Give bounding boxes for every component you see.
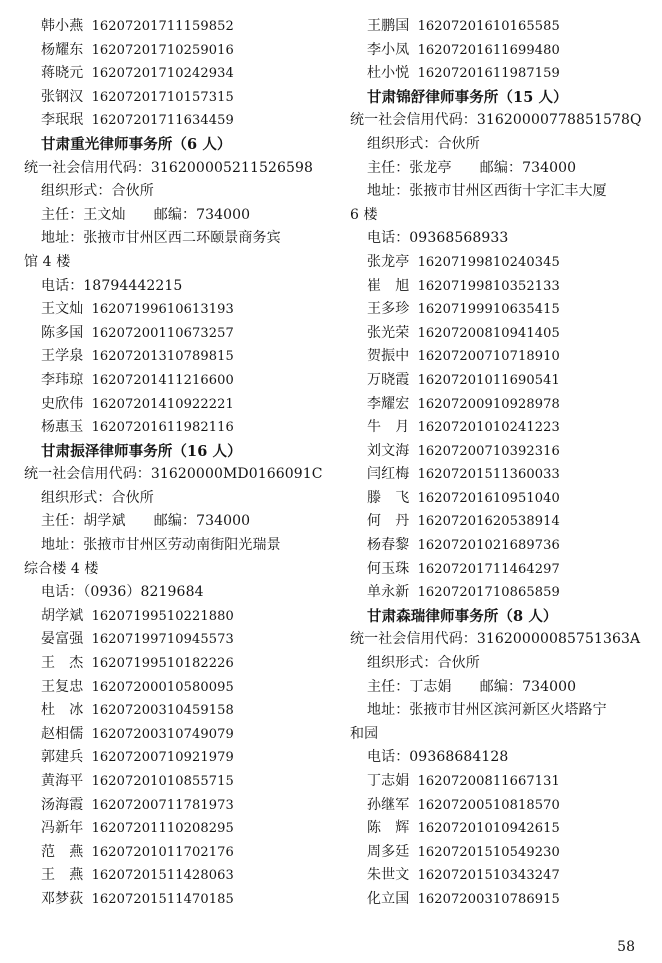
lawyer-name: 王 杰	[41, 655, 84, 672]
lawyer-name: 蒋晓元	[41, 65, 84, 82]
lawyer-entry	[350, 440, 642, 464]
lawyer-license-number: 16207199510182226	[91, 656, 234, 672]
lawyer-license-number: 16207201710157315	[91, 89, 234, 105]
lawyer-entry	[24, 39, 324, 63]
lawyer-license-number: 16207201711159852	[91, 19, 234, 34]
firm-info-line: 组织形式：合伙所	[367, 135, 480, 152]
lawyer-name: 王文灿	[41, 301, 84, 318]
firm-info-continuation: 统一社会信用代码：31620000778851578Q	[350, 112, 642, 129]
lawyer-name: 黄海平	[41, 773, 84, 789]
lawyer-name: 万晓霞	[367, 371, 410, 388]
lawyer-entry	[350, 770, 642, 794]
lawyer-entry	[24, 770, 324, 794]
lawyer-license-number: 16207201711464297	[417, 561, 560, 577]
lawyer-license-number: 16207199710945573	[91, 632, 234, 648]
lawyer-name: 牛 月	[367, 419, 410, 436]
lawyer-license-number: 16207201011702176	[91, 844, 234, 860]
lawyer-license-number: 16207201511470185	[91, 891, 234, 907]
firm-info-line: 主任：王文灿 邮编：734000	[41, 206, 251, 223]
lawyer-entry	[24, 888, 324, 912]
lawyer-name: 朱世文	[367, 867, 410, 884]
lawyer-entry	[24, 86, 324, 110]
lawyer-name: 史欣伟	[41, 395, 84, 412]
lawyer-license-number: 16207200310749079	[91, 726, 234, 742]
firm-info-continuation: 馆 4 楼	[24, 253, 71, 270]
lawyer-name: 滕 飞	[367, 489, 410, 506]
firm-info-continuation: 统一社会信用代码：31620000MD0166091C	[24, 466, 323, 483]
lawyer-entry	[350, 62, 642, 86]
lawyer-name: 陈 辉	[367, 820, 410, 837]
lawyer-entry	[350, 15, 642, 39]
lawyer-entry	[24, 416, 324, 440]
firm-info-line: 主任：丁志娟 邮编：734000	[367, 678, 577, 695]
lawyer-entry	[24, 628, 324, 652]
lawyer-license-number: 16207201021689736	[417, 538, 560, 554]
lawyer-entry	[24, 794, 324, 818]
lawyer-entry	[24, 652, 324, 676]
lawyer-license-number: 16207201510343247	[417, 868, 560, 884]
firm-info-continuation: 统一社会信用代码：316200005211526598	[24, 159, 314, 176]
lawyer-license-number: 16207201010241223	[417, 420, 560, 436]
lawyer-license-number: 16207200810941405	[417, 325, 560, 341]
lawyer-name: 李珉珉	[41, 112, 84, 129]
lawyer-license-number: 16207199610613193	[91, 302, 234, 318]
firm-info-continuation: 6 楼	[350, 206, 378, 223]
firm-info-line: 地址：张掖市甘州区滨河新区火塔路宁	[367, 702, 607, 719]
lawyer-name: 杨耀东	[41, 41, 84, 58]
lawyer-name: 化立国	[367, 890, 410, 907]
lawyer-license-number: 16207199810240345	[417, 254, 560, 270]
lawyer-entry	[24, 298, 324, 322]
lawyer-license-number: 16207201010942615	[417, 821, 560, 837]
lawyer-license-number: 16207201711634459	[91, 113, 234, 129]
lawyer-entry	[24, 864, 324, 888]
firm-info-line: 组织形式：合伙所	[41, 489, 154, 506]
lawyer-entry	[350, 817, 642, 841]
lawyer-entry	[350, 487, 642, 511]
lawyer-name: 周多廷	[367, 843, 410, 860]
lawyer-license-number: 16207201511360033	[417, 467, 560, 483]
lawyer-name: 胡学斌	[41, 607, 84, 624]
lawyer-entry	[350, 39, 642, 63]
firm-info-line: 地址：张掖市甘州区西二环颐景商务宾	[41, 230, 281, 247]
lawyer-name: 闫红梅	[367, 466, 410, 483]
lawyer-name: 郭建兵	[41, 749, 84, 766]
lawyer-entry	[350, 841, 642, 865]
lawyer-entry	[24, 841, 324, 865]
lawyer-name: 汤海霞	[41, 796, 84, 813]
lawyer-entry	[350, 369, 642, 393]
lawyer-name: 晏富强	[41, 631, 84, 648]
lawyer-entry	[350, 864, 642, 888]
lawyer-license-number: 16207200710392316	[417, 443, 560, 459]
lawyer-entry	[24, 699, 324, 723]
lawyer-license-number: 16207200510818570	[417, 797, 560, 813]
lawyer-name: 张光荣	[367, 324, 410, 341]
lawyer-entry	[350, 463, 642, 487]
right-column	[350, 15, 642, 912]
lawyer-entry	[350, 558, 642, 582]
lawyer-entry	[350, 416, 642, 440]
lawyer-name: 杨春黎	[367, 537, 410, 554]
lawyer-license-number: 16207199510221880	[91, 608, 234, 624]
lawyer-name: 孙继军	[367, 796, 410, 813]
lawyer-license-number: 16207200910928978	[417, 396, 560, 412]
lawyer-license-number: 16207201010855715	[91, 774, 234, 789]
lawyer-name: 何 丹	[367, 513, 410, 530]
lawyer-name: 单永新	[367, 584, 410, 601]
lawyer-name: 王 燕	[41, 867, 84, 884]
firm-info-continuation: 综合楼 4 楼	[24, 560, 99, 577]
lawyer-license-number: 16207201611699480	[417, 42, 560, 58]
lawyer-license-number: 16207200811667131	[417, 774, 560, 789]
firm-heading: 甘肃锦舒律师事务所（15 人）	[367, 88, 568, 106]
lawyer-name: 范 燕	[41, 843, 84, 860]
lawyer-entry	[24, 746, 324, 770]
lawyer-entry	[24, 723, 324, 747]
lawyer-name: 韩小燕	[41, 18, 84, 34]
lawyer-license-number: 16207200710921979	[91, 750, 234, 766]
lawyer-name: 杨惠玉	[41, 419, 84, 436]
lawyer-entry	[24, 817, 324, 841]
lawyer-license-number: 16207199810352133	[417, 278, 560, 294]
firm-info-line: 地址：张掖市甘州区劳动南街阳光瑞景	[41, 537, 281, 554]
lawyer-license-number: 16207200310786915	[417, 891, 560, 907]
lawyer-name: 杜 冰	[41, 702, 84, 719]
firm-info-line: 主任：张龙亭 邮编：734000	[367, 159, 577, 176]
lawyer-entry	[350, 322, 642, 346]
lawyer-license-number: 16207200710718910	[417, 349, 560, 365]
firm-info-line: 电话：09368568933	[367, 230, 509, 247]
firm-info-continuation: 和园	[350, 725, 379, 742]
lawyer-entry	[350, 581, 642, 605]
lawyer-entry	[24, 393, 324, 417]
lawyer-entry	[24, 15, 324, 39]
lawyer-name: 冯新年	[41, 820, 84, 837]
lawyer-entry	[24, 62, 324, 86]
lawyer-license-number: 16207201411216600	[91, 372, 234, 388]
lawyer-name: 李耀宏	[367, 395, 410, 412]
lawyer-entry	[24, 322, 324, 346]
lawyer-name: 王鹏国	[367, 18, 410, 34]
lawyer-name: 张钢汉	[41, 88, 84, 105]
lawyer-name: 丁志娟	[367, 773, 410, 789]
lawyer-license-number: 16207201710865859	[417, 585, 560, 601]
firm-info-line: 电话：（0936）8219684	[41, 584, 204, 601]
firm-info-line: 组织形式：合伙所	[41, 183, 154, 200]
lawyer-license-number: 16207201310789815	[91, 349, 234, 365]
lawyer-license-number: 16207201710242934	[91, 66, 234, 82]
firm-info-line: 电话：18794442215	[41, 277, 183, 294]
lawyer-license-number: 16207201710259016	[91, 42, 234, 58]
lawyer-entry	[350, 393, 642, 417]
lawyer-name: 张龙亭	[367, 253, 410, 270]
lawyer-license-number: 16207200310459158	[91, 703, 234, 719]
lawyer-entry	[350, 345, 642, 369]
lawyer-name: 陈多国	[41, 324, 84, 341]
lawyer-entry	[350, 275, 642, 299]
firm-info-line: 地址：张掖市甘州区西街十字汇丰大厦	[367, 183, 607, 200]
lawyer-license-number: 16207201610951040	[417, 490, 560, 506]
firm-info-line: 电话：09368684128	[367, 749, 509, 766]
lawyer-name: 何玉珠	[367, 560, 410, 577]
left-column	[24, 15, 324, 912]
firm-heading: 甘肃森瑞律师事务所（8 人）	[367, 607, 558, 625]
lawyer-entry	[350, 251, 642, 275]
lawyer-name: 王复忠	[41, 678, 84, 695]
lawyer-license-number: 16207201611987159	[417, 66, 560, 82]
lawyer-license-number: 16207199910635415	[417, 302, 560, 318]
lawyer-name: 王学泉	[41, 348, 84, 365]
lawyer-name: 邓梦荻	[41, 890, 84, 907]
lawyer-entry	[24, 605, 324, 629]
lawyer-entry	[350, 298, 642, 322]
lawyer-entry	[350, 794, 642, 818]
lawyer-license-number: 16207201611982116	[91, 420, 234, 436]
lawyer-name: 赵相儒	[41, 725, 84, 742]
firm-info-line: 组织形式：合伙所	[367, 655, 480, 672]
lawyer-license-number: 16207201510549230	[417, 844, 560, 860]
lawyer-entry	[350, 534, 642, 558]
lawyer-entry	[24, 369, 324, 393]
lawyer-license-number: 16207201011690541	[417, 372, 560, 388]
lawyer-entry	[24, 109, 324, 133]
lawyer-license-number: 16207200110673257	[91, 325, 234, 341]
lawyer-license-number: 16207201110208295	[91, 821, 234, 837]
lawyer-entry	[350, 510, 642, 534]
lawyer-license-number: 16207201620538914	[417, 514, 560, 530]
lawyer-name: 王多珍	[367, 301, 410, 318]
lawyer-entry	[24, 676, 324, 700]
lawyer-license-number: 16207200711781973	[91, 797, 234, 813]
firm-info-line: 主任：胡学斌 邮编：734000	[41, 513, 251, 530]
lawyer-name: 崔 旭	[367, 277, 410, 294]
lawyer-license-number: 16207201511428063	[91, 868, 234, 884]
lawyer-license-number: 16207201410922221	[91, 396, 234, 412]
lawyer-license-number: 16207200010580095	[91, 679, 234, 695]
lawyer-entry	[350, 888, 642, 912]
page-number: 58	[617, 939, 635, 955]
firm-heading: 甘肃振泽律师事务所（16 人）	[41, 442, 242, 460]
lawyer-license-number: 16207201610165585	[417, 19, 560, 34]
firm-info-continuation: 统一社会信用代码：31620000085751363A	[350, 631, 641, 648]
lawyer-name: 杜小悦	[367, 65, 410, 82]
lawyer-entry	[24, 345, 324, 369]
firm-heading: 甘肃重光律师事务所（6 人）	[41, 135, 232, 153]
lawyer-name: 贺振中	[367, 348, 410, 365]
lawyer-name: 李玮琼	[41, 371, 84, 388]
lawyer-name: 李小凤	[367, 41, 410, 58]
lawyer-name: 刘文海	[367, 442, 410, 459]
